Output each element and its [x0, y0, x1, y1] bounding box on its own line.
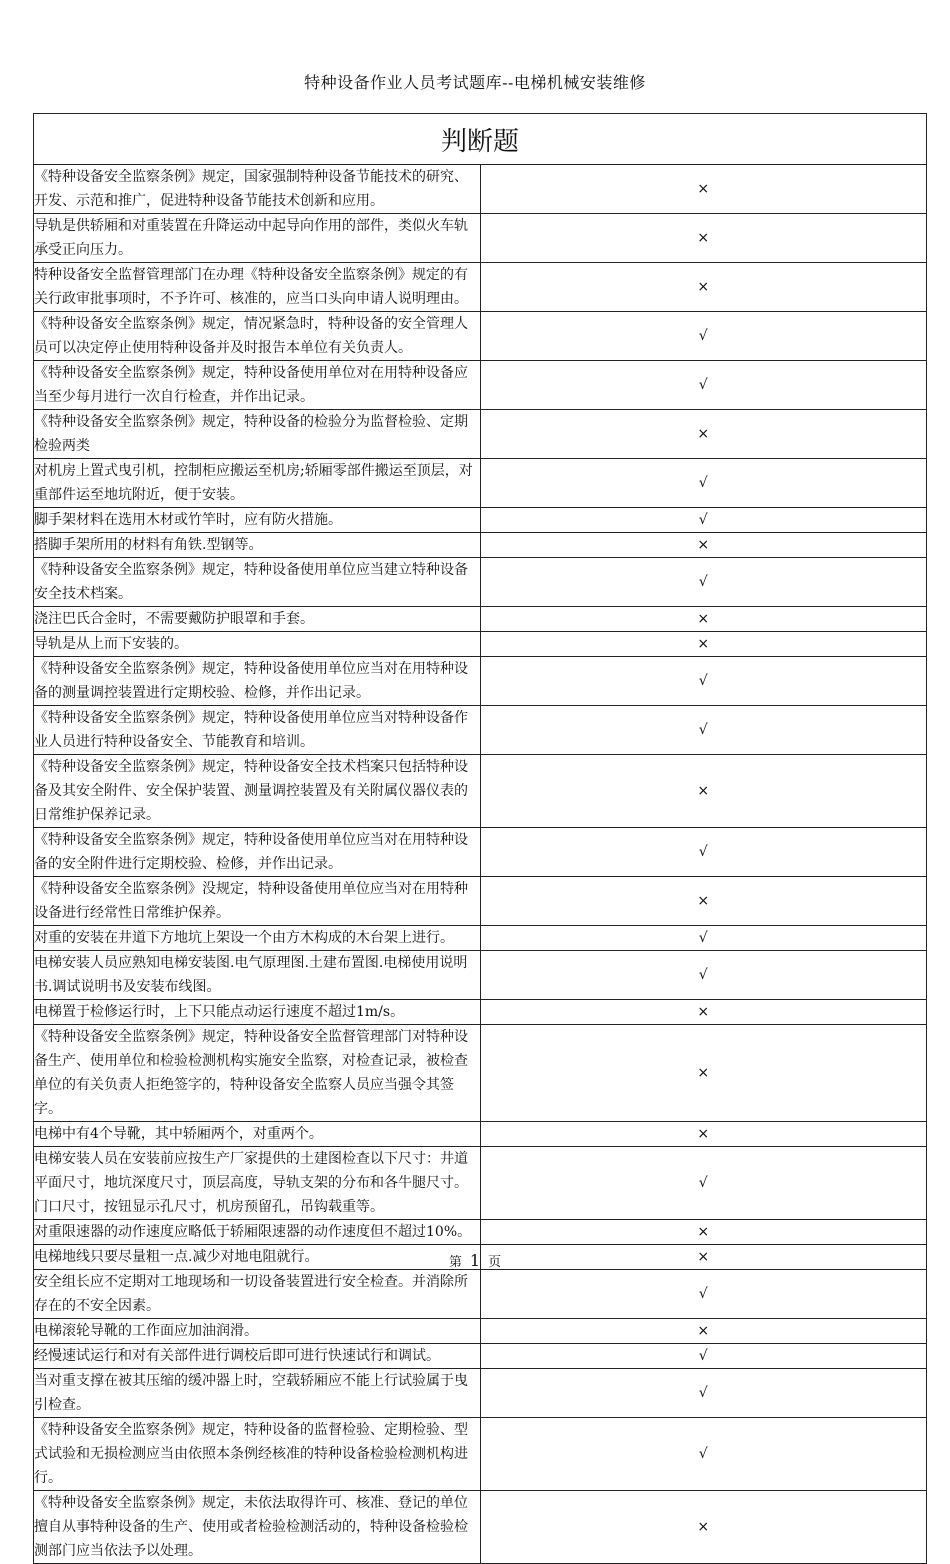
- table-row: [34, 214, 927, 263]
- answer-mark: ×: [480, 1000, 927, 1025]
- table-row: [34, 1220, 927, 1245]
- answer-mark: ×: [480, 877, 927, 926]
- answer-mark: ×: [480, 1122, 927, 1147]
- question-text: 特种设备安全监督管理部门在办理《特种设备安全监察条例》规定的有关行政审批事项时，不予许可、核准的，应当口头向申请人说明理由。: [34, 263, 481, 312]
- question-text: 搭脚手架所用的材料有角铁.型钢等。: [34, 533, 481, 558]
- answer-mark: ×: [480, 755, 927, 828]
- table-row: [34, 607, 927, 632]
- table-row: [34, 165, 927, 214]
- question-text: 安全组长应不定期对工地现场和一切设备装置进行安全检查。并消除所存在的不安全因素。: [34, 1270, 481, 1319]
- question-text: 《特种设备安全监察条例》没规定，特种设备使用单位应当对在用特种设备进行经常性日常维护保养。: [34, 877, 481, 926]
- table-row: [34, 1147, 927, 1220]
- table-row: [34, 1418, 927, 1491]
- page-number: 1: [469, 1251, 481, 1270]
- answer-mark: √: [480, 926, 927, 951]
- table-row: [34, 1270, 927, 1319]
- question-text: 《特种设备安全监察条例》规定，未依法取得许可、核准、登记的单位擅自从事特种设备的生产、使用或者检验检测活动的，特种设备检验检测部门应当依法予以处理。: [34, 1491, 481, 1564]
- question-text: 经慢速试运行和对有关部件进行调校后即可进行快速试行和调试。: [34, 1344, 481, 1369]
- table-row: [34, 263, 927, 312]
- answer-mark: √: [480, 657, 927, 706]
- question-text: 《特种设备安全监察条例》规定，特种设备使用单位应当对在用特种设备的安全附件进行定期校验、检修，并作出记录。: [34, 828, 481, 877]
- table-row: [34, 632, 927, 657]
- table-row: [34, 459, 927, 508]
- table-row: [34, 361, 927, 410]
- question-text: 当对重支撑在被其压缩的缓冲器上时，空载轿厢应不能上行试验属于曳引检查。: [34, 1369, 481, 1418]
- question-text: 脚手架材料在选用木材或竹竿时，应有防火措施。: [34, 508, 481, 533]
- page-footer: [0, 1251, 950, 1270]
- table-row: [34, 828, 927, 877]
- document-title: 特种设备作业人员考试题库--电梯机械安装维修: [304, 73, 646, 92]
- question-text: 电梯置于检修运行时，上下只能点动运行速度不超过1m/s。: [34, 1000, 481, 1025]
- answer-mark: ×: [480, 632, 927, 657]
- answer-mark: √: [480, 1270, 927, 1319]
- table-row: [34, 1000, 927, 1025]
- question-text: 《特种设备安全监察条例》规定，情况紧急时，特种设备的安全管理人员可以决定停止使用特种设备并及时报告本单位有关负责人。: [34, 312, 481, 361]
- table-row: [34, 951, 927, 1000]
- answer-mark: ×: [480, 410, 927, 459]
- answer-mark: ×: [480, 1245, 927, 1270]
- table-row: [34, 755, 927, 828]
- answer-mark: √: [480, 706, 927, 755]
- answer-mark: ×: [480, 1025, 927, 1122]
- answer-mark: ×: [480, 263, 927, 312]
- question-text: 电梯地线只要尽量粗一点.减少对地电阻就行。: [34, 1245, 481, 1270]
- question-text: 导轨是供轿厢和对重装置在升降运动中起导向作用的部件，类似火车轨承受正向压力。: [34, 214, 481, 263]
- table-row: [34, 312, 927, 361]
- answer-mark: √: [480, 1418, 927, 1491]
- answer-mark: ×: [480, 607, 927, 632]
- question-text: 电梯中有4个导靴，其中轿厢两个，对重两个。: [34, 1122, 481, 1147]
- question-text: 《特种设备安全监察条例》规定，特种设备使用单位对在用特种设备应当至少每月进行一次自行检查，并作出记录。: [34, 361, 481, 410]
- answer-mark: √: [480, 828, 927, 877]
- answer-mark: √: [480, 1147, 927, 1220]
- question-text: 《特种设备安全监察条例》规定，特种设备使用单位应当对在用特种设备的测量调控装置进行定期校验、检修，并作出记录。: [34, 657, 481, 706]
- table-row: [34, 1369, 927, 1418]
- table-row: [34, 1344, 927, 1369]
- table-row: [34, 558, 927, 607]
- answer-mark: √: [480, 459, 927, 508]
- question-text: 《特种设备安全监察条例》规定，特种设备的检验分为监督检验、定期检验两类: [34, 410, 481, 459]
- table-row: [34, 1025, 927, 1122]
- question-text: 电梯安装人员在安装前应按生产厂家提供的土建图检查以下尺寸：井道平面尺寸，地坑深度尺寸，顶层高度，导轨支架的分布和各牛腿尺寸。门口尺寸，按钮显示孔尺寸，机房预留孔，吊钩载重等。: [34, 1147, 481, 1220]
- table-row: [34, 1319, 927, 1344]
- question-text: 浇注巴氏合金时，不需要戴防护眼罩和手套。: [34, 607, 481, 632]
- answer-mark: √: [480, 508, 927, 533]
- question-text: 《特种设备安全监察条例》规定，特种设备的监督检验、定期检验、型式试验和无损检测应当由依照本条例经核准的特种设备检验检测机构进行。: [34, 1418, 481, 1491]
- question-text: 电梯安装人员应熟知电梯安装图.电气原理图.土建布置图.电梯使用说明书.调试说明书及安装布线图。: [34, 951, 481, 1000]
- answer-mark: √: [480, 1344, 927, 1369]
- table-row: [34, 508, 927, 533]
- table-row: [34, 410, 927, 459]
- answer-mark: ×: [480, 214, 927, 263]
- table-row: [34, 657, 927, 706]
- table-row: [34, 1491, 927, 1564]
- page-suffix: 页: [488, 1255, 502, 1270]
- answer-mark: √: [480, 312, 927, 361]
- question-text: 《特种设备安全监察条例》规定，国家强制特种设备节能技术的研究、开发、示范和推广，促进特种设备节能技术创新和应用。: [34, 165, 481, 214]
- question-text: 《特种设备安全监察条例》规定，特种设备安全监督管理部门对特种设备生产、使用单位和检验检测机构实施安全监察，对检查记录，被检查单位的有关负责人拒绝签字的，特种设备安全监察人员应当强令其签字。: [34, 1025, 481, 1122]
- section-title: 判断题: [34, 114, 927, 165]
- table-row: [34, 926, 927, 951]
- question-text: 《特种设备安全监察条例》规定，特种设备使用单位应当对特种设备作业人员进行特种设备安全、节能教育和培训。: [34, 706, 481, 755]
- question-text: 电梯滚轮导靴的工作面应加油润滑。: [34, 1319, 481, 1344]
- question-text: 《特种设备安全监察条例》规定，特种设备安全技术档案只包括特种设备及其安全附件、安全保护装置、测量调控装置及有关附属仪器仪表的日常维护保养记录。: [34, 755, 481, 828]
- question-text: 对重的安装在井道下方地坑上架设一个由方木构成的木台架上进行。: [34, 926, 481, 951]
- answer-mark: ×: [480, 1491, 927, 1564]
- answer-mark: √: [480, 361, 927, 410]
- question-table: [33, 113, 927, 1564]
- table-row: [34, 533, 927, 558]
- question-text: 对重限速器的动作速度应略低于轿厢限速器的动作速度但不超过10%。: [34, 1220, 481, 1245]
- table-row: [34, 1122, 927, 1147]
- table-row: [34, 877, 927, 926]
- section-header-row: [34, 114, 927, 165]
- question-text: 《特种设备安全监察条例》规定，特种设备使用单位应当建立特种设备安全技术档案。: [34, 558, 481, 607]
- answer-mark: √: [480, 1369, 927, 1418]
- answer-mark: ×: [480, 165, 927, 214]
- page-prefix: 第: [448, 1255, 462, 1270]
- answer-mark: √: [480, 558, 927, 607]
- answer-mark: ×: [480, 533, 927, 558]
- answer-mark: ×: [480, 1220, 927, 1245]
- answer-mark: √: [480, 951, 927, 1000]
- table-row: [34, 706, 927, 755]
- answer-mark: ×: [480, 1319, 927, 1344]
- question-text: 对机房上置式曳引机，控制柜应搬运至机房;轿厢零部件搬运至顶层，对重部件运至地坑附近，便于安装。: [34, 459, 481, 508]
- question-text: 导轨是从上而下安装的。: [34, 632, 481, 657]
